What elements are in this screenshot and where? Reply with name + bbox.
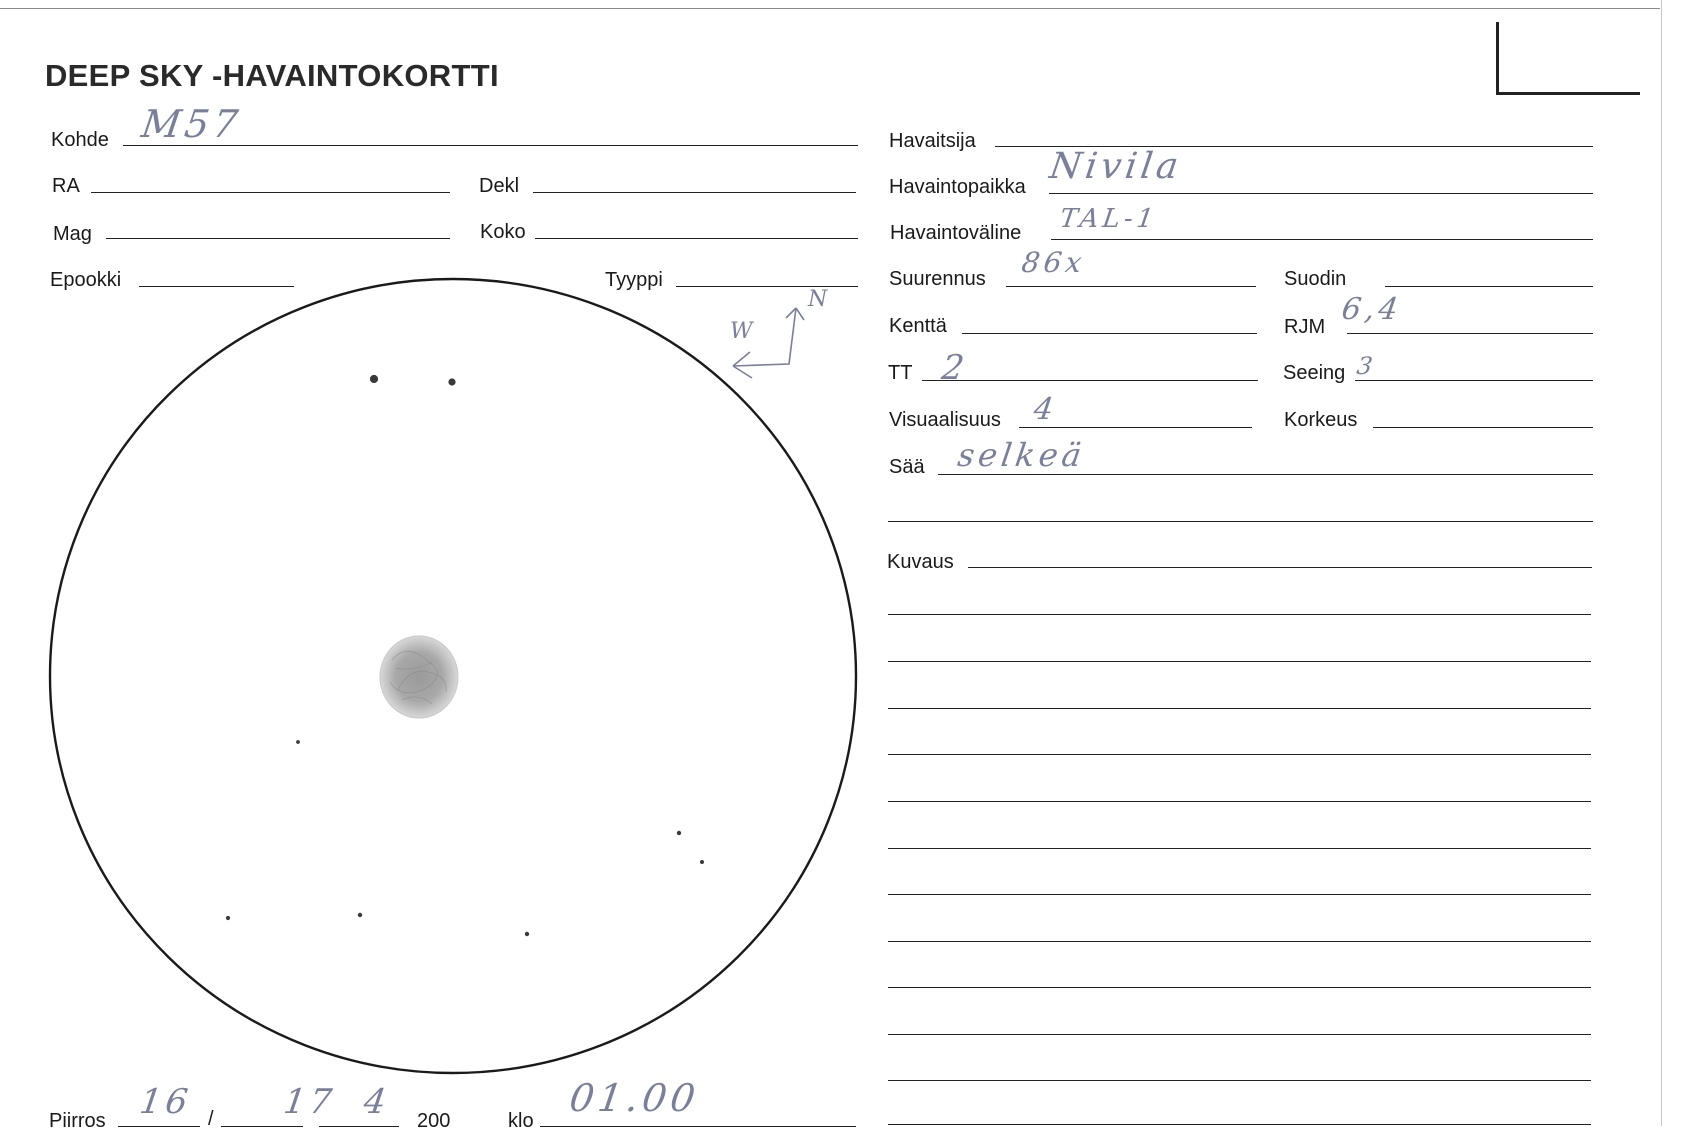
star-mark bbox=[371, 376, 378, 383]
orientation-arrows bbox=[733, 308, 804, 378]
star-mark bbox=[358, 913, 361, 916]
saa-extra-line[interactable] bbox=[888, 521, 1593, 522]
star-mark bbox=[227, 917, 230, 920]
suodin-field-line[interactable] bbox=[1385, 286, 1593, 287]
kuvaus-line[interactable] bbox=[888, 894, 1591, 895]
piirros-separator: / bbox=[208, 1108, 214, 1130]
kuvaus-line[interactable] bbox=[888, 1034, 1591, 1035]
kohde-label: Kohde bbox=[51, 129, 109, 151]
kuvaus-line[interactable] bbox=[888, 708, 1591, 709]
piirros-year-line[interactable] bbox=[319, 1126, 399, 1127]
kuvaus-line[interactable] bbox=[888, 1124, 1591, 1125]
corner-mark-base bbox=[1496, 92, 1640, 95]
kentta-field-line[interactable] bbox=[962, 333, 1257, 334]
eyepiece-circle bbox=[50, 279, 856, 1073]
scan-edge-right bbox=[1661, 0, 1662, 1126]
seeing-value: 3 bbox=[1355, 352, 1379, 380]
kuvaus-field-line[interactable] bbox=[968, 567, 1592, 568]
havaintovaline-field-line[interactable] bbox=[1051, 239, 1593, 240]
kuvaus-line[interactable] bbox=[888, 801, 1591, 802]
epookki-field-line[interactable] bbox=[139, 286, 294, 287]
tyyppi-field-line[interactable] bbox=[676, 286, 858, 287]
visuaalisuus-field-line[interactable] bbox=[1019, 427, 1252, 428]
kuvaus-line[interactable] bbox=[888, 941, 1591, 942]
ra-field-line[interactable] bbox=[91, 192, 450, 193]
havaintopaikka-value: Nivila bbox=[1047, 146, 1185, 187]
kuvaus-label: Kuvaus bbox=[887, 551, 954, 573]
west-mark: W bbox=[730, 319, 753, 344]
scan-edge-top bbox=[0, 8, 1660, 9]
koko-label: Koko bbox=[480, 221, 526, 243]
piirros-day-line[interactable] bbox=[118, 1126, 200, 1127]
piirros-year-prefix: 200 bbox=[417, 1110, 451, 1132]
mag-field-line[interactable] bbox=[106, 238, 450, 239]
klo-field-line[interactable] bbox=[540, 1126, 856, 1127]
klo-label: klo bbox=[508, 1110, 534, 1132]
rjm-field-line[interactable] bbox=[1347, 333, 1593, 334]
visuaalisuus-label: Visuaalisuus bbox=[889, 409, 1001, 431]
rjm-value: 6,4 bbox=[1339, 292, 1405, 327]
saa-field-line[interactable] bbox=[938, 474, 1593, 475]
koko-field-line[interactable] bbox=[535, 238, 858, 239]
havaintopaikka-field-line[interactable] bbox=[1049, 193, 1593, 194]
seeing-field-line[interactable] bbox=[1355, 380, 1593, 381]
piirros-day-value: 16 bbox=[137, 1082, 195, 1122]
kuvaus-line[interactable] bbox=[888, 848, 1591, 849]
kohde-value: M57 bbox=[138, 102, 245, 146]
epookki-label: Epookki bbox=[50, 269, 122, 291]
seeing-label: Seeing bbox=[1283, 362, 1346, 384]
star-mark bbox=[525, 932, 528, 935]
card-title: DEEP SKY -HAVAINTOKORTTI bbox=[45, 58, 499, 93]
havaitsija-label: Havaitsija bbox=[889, 130, 976, 152]
north-mark: N bbox=[808, 287, 828, 312]
kuvaus-line[interactable] bbox=[888, 754, 1591, 755]
tt-label: TT bbox=[888, 362, 913, 384]
tt-field-line[interactable] bbox=[922, 380, 1258, 381]
rjm-label: RJM bbox=[1284, 316, 1326, 338]
havaintopaikka-label: Havaintopaikka bbox=[889, 176, 1026, 198]
dekl-label: Dekl bbox=[479, 175, 520, 197]
mag-label: Mag bbox=[53, 223, 92, 245]
star-mark bbox=[449, 379, 455, 385]
korkeus-field-line[interactable] bbox=[1373, 427, 1593, 428]
dekl-field-line[interactable] bbox=[533, 192, 856, 193]
kuvaus-line[interactable] bbox=[888, 987, 1591, 988]
tt-value: 2 bbox=[939, 348, 971, 388]
suurennus-label: Suurennus bbox=[889, 268, 986, 290]
tyyppi-label: Tyyppi bbox=[605, 269, 663, 291]
piirros-label: Piirros bbox=[49, 1110, 106, 1132]
havaintovaline-label: Havaintoväline bbox=[890, 222, 1022, 244]
piirros-year-suffix-value: 4 bbox=[361, 1082, 393, 1122]
kuvaus-line[interactable] bbox=[888, 661, 1591, 662]
nebula-sketch bbox=[380, 636, 458, 718]
saa-value: selkeä bbox=[955, 436, 1088, 474]
korkeus-label: Korkeus bbox=[1284, 409, 1358, 431]
piirros-month-line[interactable] bbox=[221, 1126, 303, 1127]
star-mark bbox=[701, 861, 704, 864]
suodin-label: Suodin bbox=[1284, 268, 1347, 290]
saa-label: Sää bbox=[889, 456, 925, 478]
suurennus-field-line[interactable] bbox=[1006, 286, 1256, 287]
visuaalisuus-value: 4 bbox=[1031, 392, 1060, 427]
kuvaus-line[interactable] bbox=[888, 614, 1591, 615]
klo-value: 01.00 bbox=[566, 1076, 702, 1120]
corner-mark bbox=[1496, 22, 1499, 94]
kentta-label: Kenttä bbox=[889, 315, 947, 337]
ra-label: RA bbox=[52, 175, 80, 197]
kuvaus-line[interactable] bbox=[888, 1080, 1591, 1081]
havaintovaline-value: TAL-1 bbox=[1057, 204, 1160, 234]
piirros-month-value: 17 bbox=[281, 1082, 339, 1122]
star-mark bbox=[677, 831, 680, 834]
star-mark bbox=[297, 741, 300, 744]
suurennus-value: 86x bbox=[1019, 246, 1088, 279]
